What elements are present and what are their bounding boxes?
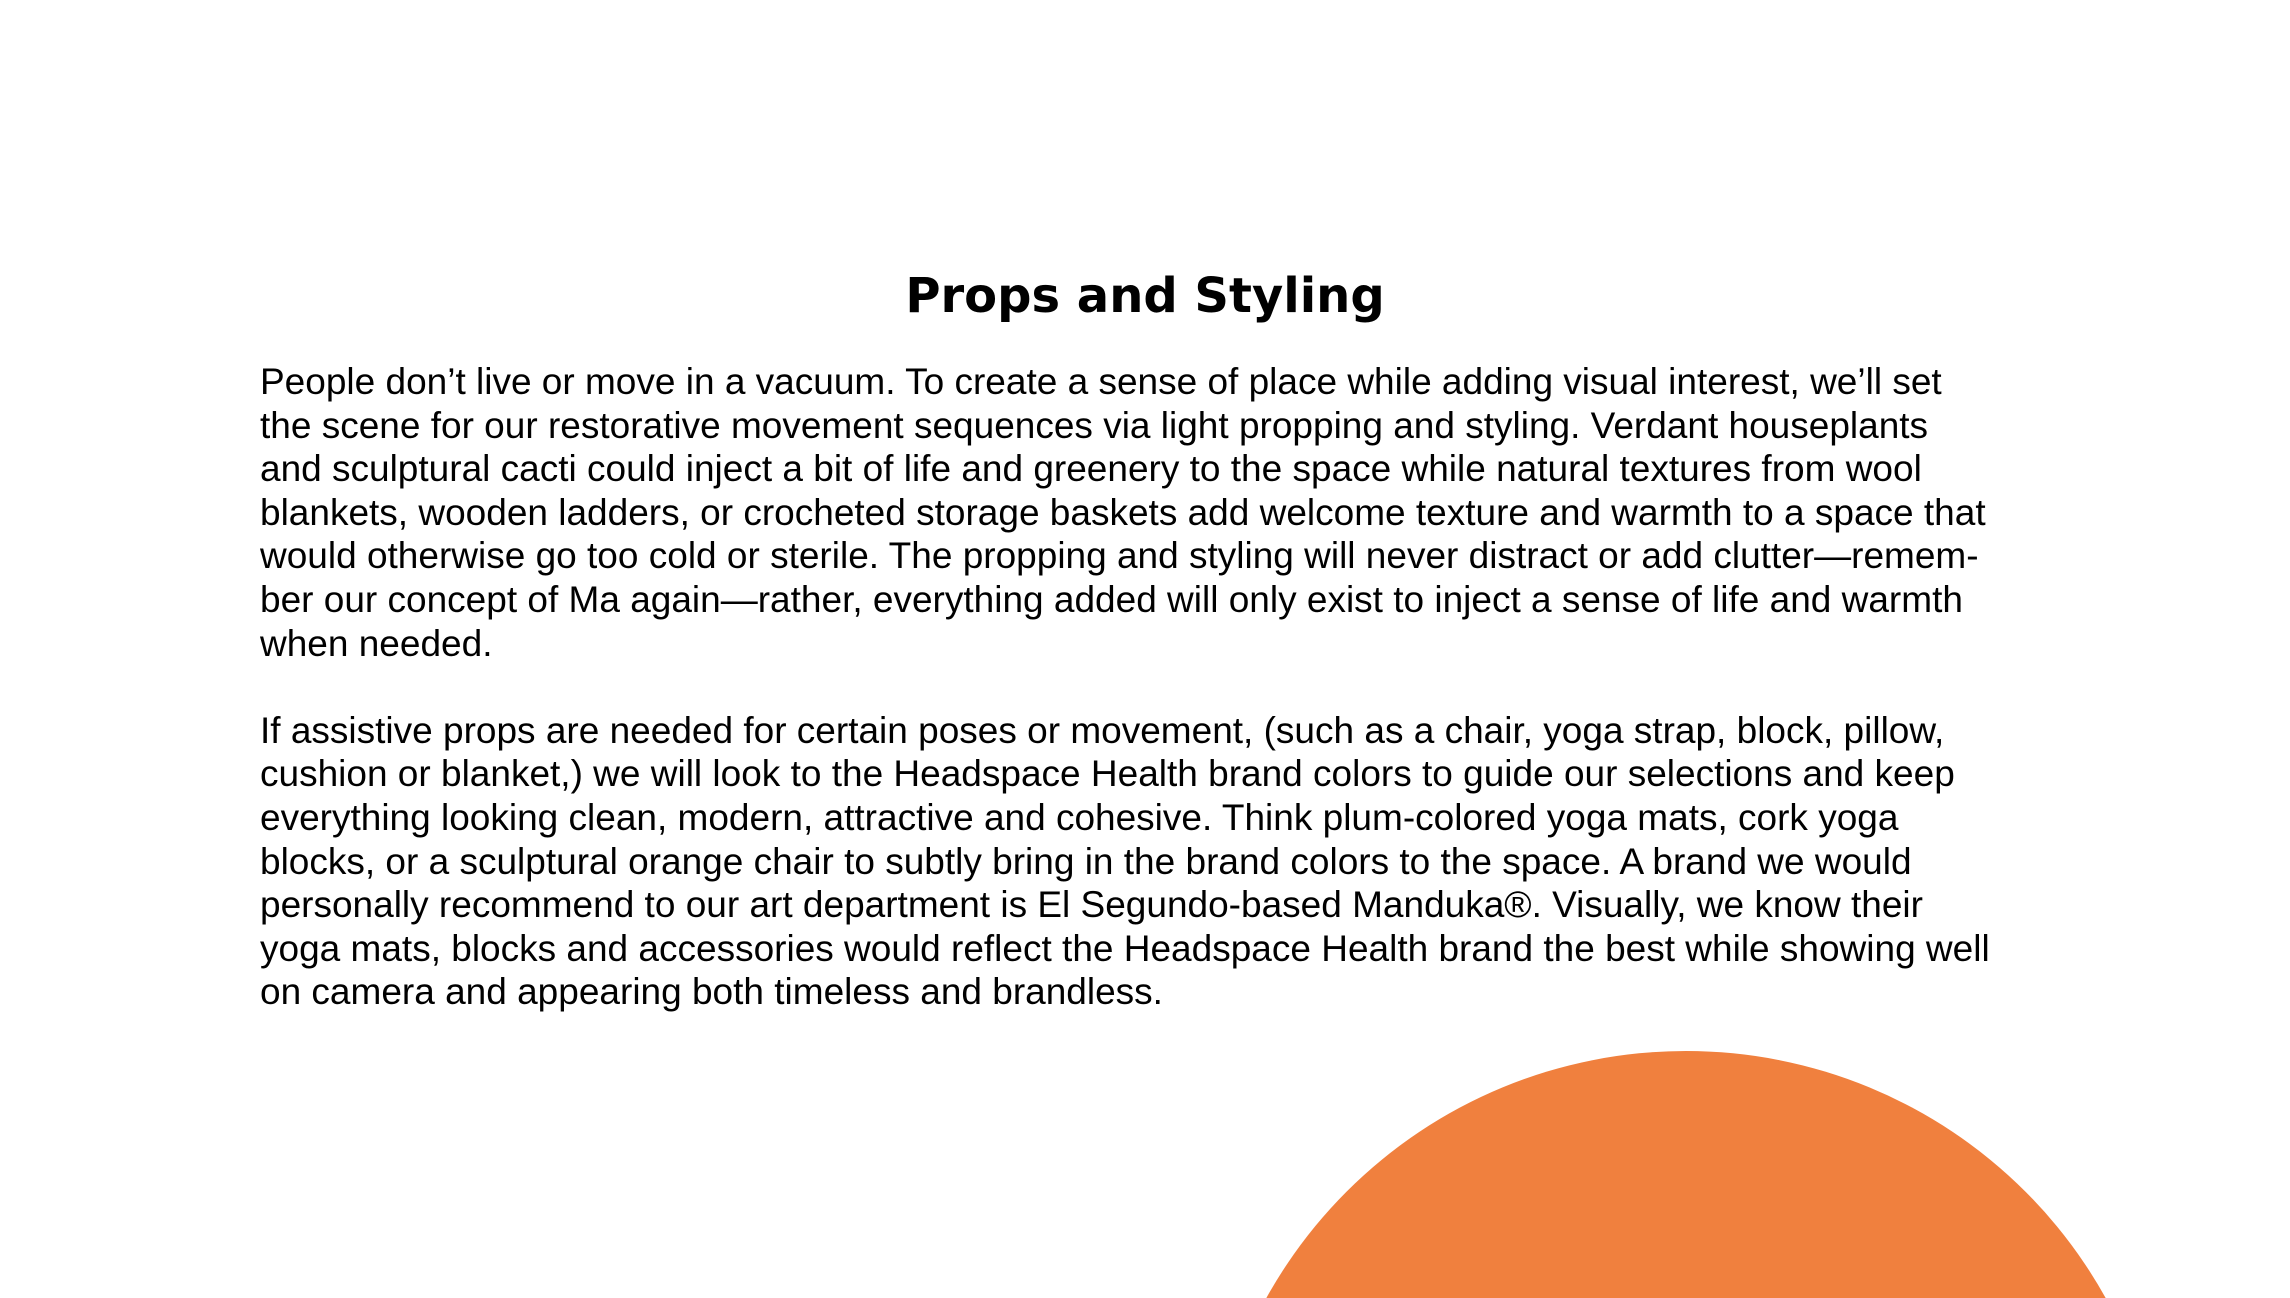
slide-title: Props and Styling <box>905 268 1385 324</box>
slide-body <box>260 360 2030 1058</box>
decorative-orange-circle <box>1206 1051 2166 1298</box>
body-paragraph-props-intro: People don’t live or move in a vacuum. To create a sense of place while adding visual interest, we’ll set the scene for our restorative movement sequences via light propping and styling. Verdant houseplants and sculptural cacti could inject a bit of life and greenery to the space while natural textures from wool blankets, wooden ladders, or crocheted storage baskets add welcome texture and warmth to a space that would otherwise go too cold or sterile. The propping and styling will never distract or add clutter—remem- ber our concept of Ma again—rather, everything added will only exist to inject a sense of life and warmth when needed. <box>260 361 1986 664</box>
body-paragraph-assistive-props: If assistive props are needed for certain poses or movement, (such as a chair, yoga strap, block, pillow, cushion or blanket,) we will look to the Headspace Health brand colors to guide our selections and keep everything looking clean, modern, attractive and cohesive. Think plum-colored yoga mats, cork yoga blocks, or a sculptural orange chair to subtly bring in the brand colors to the space. A brand we would personally recommend to our art department is El Segundo-based Manduka®. Visually, we know their yoga mats, blocks and accessories would reflect the Headspace Health brand the best while showing well on camera and appearing both timeless and brandless. <box>260 709 1990 1013</box>
